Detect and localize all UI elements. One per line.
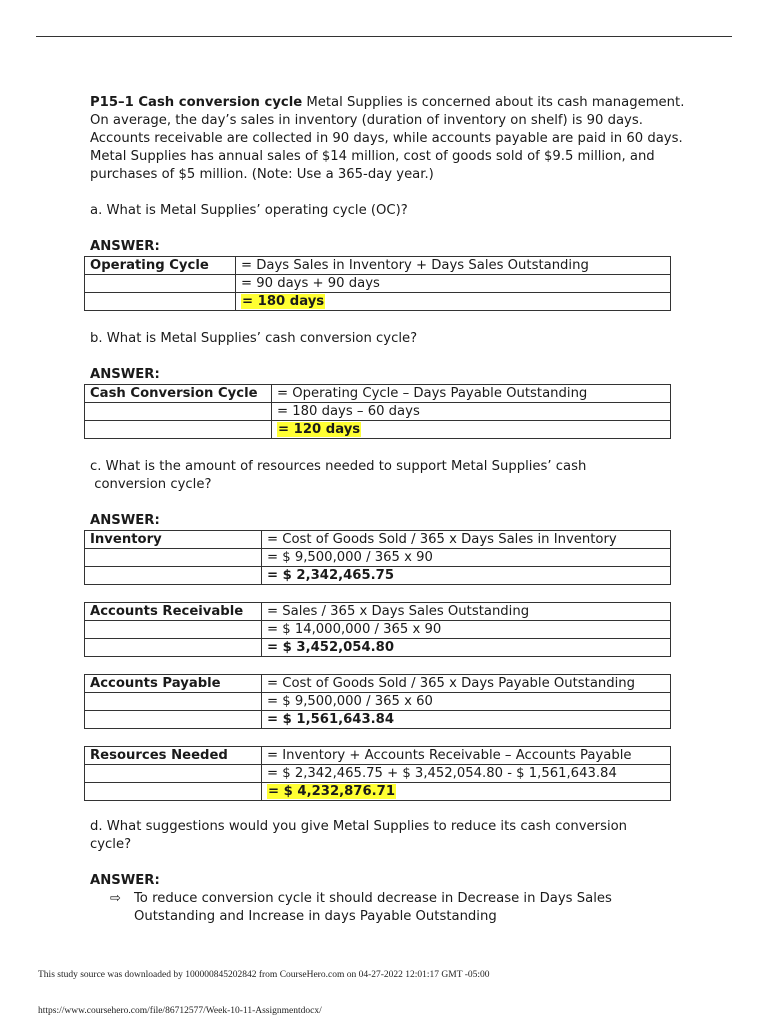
table-row: [85, 549, 671, 567]
question-d-line2: cycle?: [90, 837, 132, 852]
problem-statement: [90, 94, 690, 184]
row-value: = Sales / 365 x Days Sales Outstanding: [262, 603, 671, 621]
row-value: = $ 9,500,000 / 365 x 90: [262, 549, 671, 567]
row-label: [85, 639, 262, 657]
accounts-payable-table: [84, 674, 671, 729]
row-result: = $ 1,561,643.84: [262, 711, 671, 729]
suggestion-line1: To reduce conversion cycle it should decrease in Decrease in Days Sales: [134, 891, 612, 906]
answer-label-a: ANSWER:: [90, 239, 160, 254]
table-row: [85, 675, 671, 693]
table-row: [85, 711, 671, 729]
document-body: [90, 94, 690, 926]
question-c-line1: c. What is the amount of resources needed to support Metal Supplies’ cash: [90, 459, 587, 474]
highlighted-result: = 180 days: [242, 294, 325, 309]
row-label: [85, 293, 236, 311]
table-row: [85, 567, 671, 585]
question-c-line2: conversion cycle?: [90, 477, 212, 492]
question-a: a. What is Metal Supplies’ operating cycle (OC)?: [90, 203, 408, 218]
suggestion-line2: Outstanding and Increase in days Payable Outstanding: [134, 909, 497, 924]
row-label: [85, 403, 272, 421]
table-row: [85, 639, 671, 657]
row-result: = $ 3,452,054.80: [262, 639, 671, 657]
row-value: = Operating Cycle – Days Payable Outstanding: [272, 385, 671, 403]
question-d-line1: d. What suggestions would you give Metal Supplies to reduce its cash conversion: [90, 819, 628, 834]
problem-title: P15–1 Cash conversion cycle: [90, 95, 303, 110]
question-d: [90, 818, 690, 854]
table-row: [85, 603, 671, 621]
table-row: [85, 531, 671, 549]
table-row: [85, 621, 671, 639]
highlighted-result: = 120 days: [278, 422, 361, 437]
row-label: [85, 765, 262, 783]
row-label: [85, 421, 272, 439]
table-row: [85, 275, 671, 293]
table-row: [85, 385, 671, 403]
row-label: Cash Conversion Cycle: [85, 385, 272, 403]
suggestion-bullet: [110, 890, 690, 926]
row-value: = Cost of Goods Sold / 365 x Days Payable Outstanding: [262, 675, 671, 693]
row-label: [85, 549, 262, 567]
row-value: = Cost of Goods Sold / 365 x Days Sales in Inventory: [262, 531, 671, 549]
download-source-note: This study source was downloaded by 100000845202842 from CourseHero.com on 04-27-2022 12:01:17 GMT -05:00: [38, 970, 490, 980]
row-label: [85, 711, 262, 729]
answer-label-b: ANSWER:: [90, 367, 160, 382]
row-value: = 180 days – 60 days: [272, 403, 671, 421]
table-row: [85, 765, 671, 783]
row-result: [236, 293, 671, 311]
table-row: [85, 421, 671, 439]
question-b: b. What is Metal Supplies’ cash conversion cycle?: [90, 331, 418, 346]
inventory-table: [84, 530, 671, 585]
row-label: Inventory: [85, 531, 262, 549]
row-value: = $ 2,342,465.75 + $ 3,452,054.80 - $ 1,561,643.84: [262, 765, 671, 783]
accounts-receivable-table: [84, 602, 671, 657]
suggestion-text: [134, 890, 612, 926]
highlighted-result: = $ 4,232,876.71: [268, 784, 396, 799]
table-row: [85, 693, 671, 711]
answer-label-c: ANSWER:: [90, 513, 160, 528]
question-c: [90, 458, 690, 494]
row-label: Accounts Payable: [85, 675, 262, 693]
row-value: = 90 days + 90 days: [236, 275, 671, 293]
row-label: Accounts Receivable: [85, 603, 262, 621]
row-value: = Inventory + Accounts Receivable – Accounts Payable: [262, 747, 671, 765]
row-result: [272, 421, 671, 439]
row-label: [85, 783, 262, 801]
operating-cycle-table: [84, 256, 671, 311]
row-value: = $ 14,000,000 / 365 x 90: [262, 621, 671, 639]
table-row: [85, 293, 671, 311]
table-row: [85, 257, 671, 275]
row-label: [85, 567, 262, 585]
top-rule: [36, 36, 732, 37]
row-value: = Days Sales in Inventory + Days Sales Outstanding: [236, 257, 671, 275]
resources-needed-table: [84, 746, 671, 801]
source-url[interactable]: https://www.coursehero.com/file/86712577/Week-10-11-Assignmentdocx/: [38, 1006, 322, 1016]
row-result: = $ 2,342,465.75: [262, 567, 671, 585]
cash-conversion-table: [84, 384, 671, 439]
answer-label-d: ANSWER:: [90, 873, 160, 888]
row-label: [85, 275, 236, 293]
arrow-bullet-icon: ⇨: [110, 891, 121, 906]
table-row: [85, 403, 671, 421]
table-row: [85, 783, 671, 801]
row-label: [85, 693, 262, 711]
table-row: [85, 747, 671, 765]
row-value: = $ 9,500,000 / 365 x 60: [262, 693, 671, 711]
row-result: [262, 783, 671, 801]
row-label: Operating Cycle: [85, 257, 236, 275]
row-label: Resources Needed: [85, 747, 262, 765]
row-label: [85, 621, 262, 639]
problem-text: Metal Supplies is concerned about its cash management. On average, the day’s sales in inventory (duration of inventory on shelf) is 90 days. Accounts receivable are collected in 90 days, while accounts payable are paid in 60 days. Metal Supplies has annual sales of $14 million, cost of goods sold of $9.5 million, and purchases of $5 million. (Note: Use a 365-day year.): [90, 95, 685, 182]
